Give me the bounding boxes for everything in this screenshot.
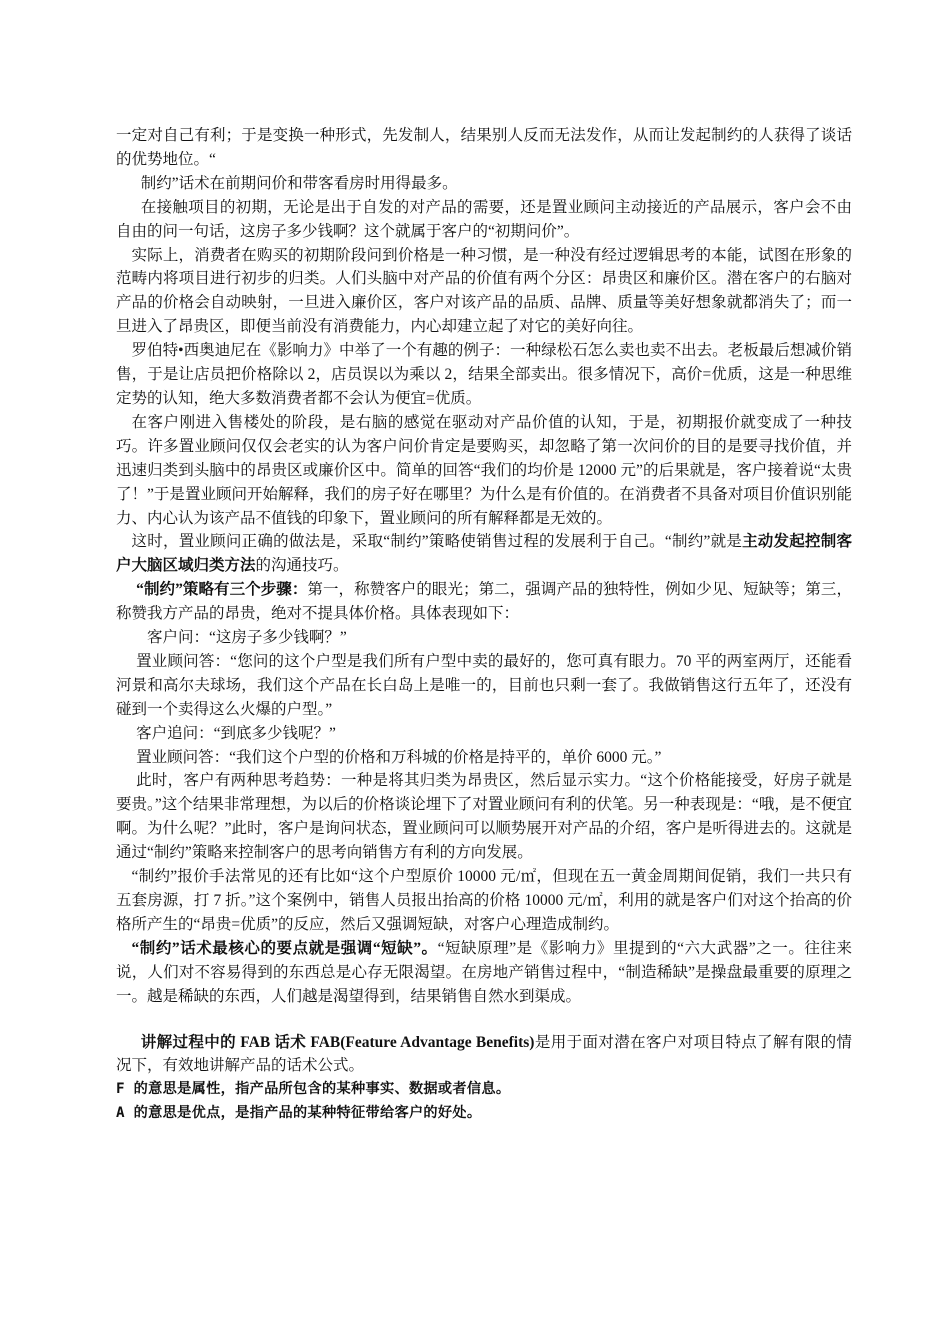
paragraph: 在接触项目的初期，无论是出于自发的对产品的需要，还是置业顾问主动接近的产品展示，客户会不由自由的问一句话，这房子多少钱啊？这个就属于客户的“初期问价”。 bbox=[116, 198, 852, 240]
paragraph bbox=[116, 937, 852, 1009]
definition-line: F 的意思是属性，指产品所包含的某种事实、数据或者信息。 bbox=[116, 1081, 511, 1098]
paragraph: 此时，客户有两种思考趋势：一种是将其归类为昂贵区，然后显示实力。“这个价格能接受，好房子就是要贵。”这个结果非常理想，为以后的价格谈论埋下了对置业顾问有利的伏笔。另一种表现是：“哦，是不便宜啊。为什么呢？”此时，客户是询问状态，置业顾问可以顺势展开对产品的介绍，客户是听得进去的。这就是通过“制约”策略来控制客户的思考向销售方有利的方向发展。 bbox=[116, 772, 852, 862]
text-run: 第一，称赞客户的眼光；第二，强调产品的独特性，例如少见、短缺等；第三，称赞我方产品的昂贵，绝对不提具体价格。具体表现如下： bbox=[116, 581, 852, 623]
dialogue-line: 置业顾问答：“您问的这个户型是我们所有户型中卖的最好的，您可真有眼力。70 平的两室两厅，还能看河景和高尔夫球场，我们这个产品在长白岛上是唯一的，目前也只剩一套了。我做销售这行五年了，还没有碰到一个卖得这么火爆的户型。” bbox=[116, 652, 852, 718]
dialogue-line: 客户追问：“到底多少钱呢？” bbox=[136, 724, 336, 742]
section-heading: 讲解过程中的 FAB 话术 FAB(Feature Advantage Benefits) bbox=[140, 1033, 535, 1051]
text-run: “短缺原理”是《影响力》里提到的“六大武器”之一。往往来说，人们对不容易得到的东西总是心存无限渴望。在房地产销售过程中，“制造稀缺”是操盘最重要的原理之一。越是稀缺的东西，人们越是渴望得到，结果销售自然水到渠成。 bbox=[116, 939, 852, 1005]
text-run: 的沟通技巧。 bbox=[255, 557, 349, 575]
paragraph: 实际上，消费者在购买的初期阶段问到价格是一种习惯，是一种没有经过逻辑思考的本能，试图在形象的范畴内将项目进行初步的归类。人们头脑中对产品的价值有两个分区：昂贵区和廉价区。潜在客户的右脑对产品的价格会自动映射，一旦进入廉价区，客户对该产品的品质、品牌、质量等美好想象就都消失了；而一旦进入了昂贵区，即便当前没有消费能力，内心却建立起了对它的美好向往。 bbox=[116, 246, 852, 336]
paragraph: 在客户刚进入售楼处的阶段，是右脑的感觉在驱动对产品价值的认知，于是，初期报价就变成了一种技巧。许多置业顾问仅仅会老实的认为客户问价肯定是要购买，却忽略了第一次问价的目的是要寻找价值，并迅速归类到头脑中的昂贵区或廉价区中。简单的回答“我们的均价是 12000 元”的后果就是，客户接着说“太贵了！”于是置业顾问开始解释，我们的房子好在哪里？为什么是有价值的。在消费者不具备对项目价值识别能力、内心认为该产品不值钱的印象下，置业顾问的所有解释都是无效的。 bbox=[116, 413, 852, 527]
document-body bbox=[116, 124, 852, 1126]
section-spacer bbox=[116, 1009, 852, 1031]
emphasis-text: “制约”策略有三个步骤： bbox=[136, 581, 308, 599]
emphasis-text: 主动发起控制客户大脑区域归类方法 bbox=[116, 533, 852, 575]
paragraph: “制约”报价手法常见的还有比如“这个户型原价 10000 元/㎡，但现在五一黄金周期间促销，我们一共只有五套房源，打 7 折。”这个案例中，销售人员报出抬高的价格 10000 元/㎡，利用的就是客户们对这个抬高的价格所产生的“昂贵=优质”的反应，然后又强调短缺，对客户心理造成制约。 bbox=[116, 868, 852, 933]
paragraph bbox=[116, 578, 852, 626]
dialogue-line: 置业顾问答：“我们这个户型的价格和万科城的价格是持平的，单价 6000 元。” bbox=[136, 748, 662, 766]
paragraph: 制约”话术在前期问价和带客看房时用得最多。 bbox=[140, 174, 458, 192]
dialogue-line: 客户问：“这房子多少钱啊？” bbox=[147, 629, 347, 647]
section-intro bbox=[116, 1031, 852, 1079]
text-run: 这时，置业顾问正确的做法是，采取“制约”策略使销售过程的发展利于自己。“制约”就是 bbox=[131, 533, 743, 551]
paragraph bbox=[116, 530, 852, 578]
text-run: 是用于面对潜在客户对项目特点了解有限的情况下，有效地讲解产品的话术公式。 bbox=[116, 1033, 852, 1075]
emphasis-text: “制约”话术最核心的要点就是强调“短缺”。 bbox=[131, 939, 438, 957]
paragraph: 一定对自己有利；于是变换一种形式，先发制人，结果别人反而无法发作，从而让发起制约的人获得了谈话的优势地位。“ bbox=[116, 127, 852, 168]
definition-line: A 的意思是优点，是指产品的某种特征带给客户的好处。 bbox=[116, 1105, 482, 1122]
paragraph: 罗伯特•西奥迪尼在《影响力》中举了一个有趣的例子：一种绿松石怎么卖也卖不出去。老板最后想减价销售，于是让店员把价格除以 2，店员误以为乘以 2，结果全部卖出。很多情况下，高价=优质，这是一种思维定势的认知，绝大多数消费者都不会认为便宜=优质。 bbox=[116, 342, 852, 407]
